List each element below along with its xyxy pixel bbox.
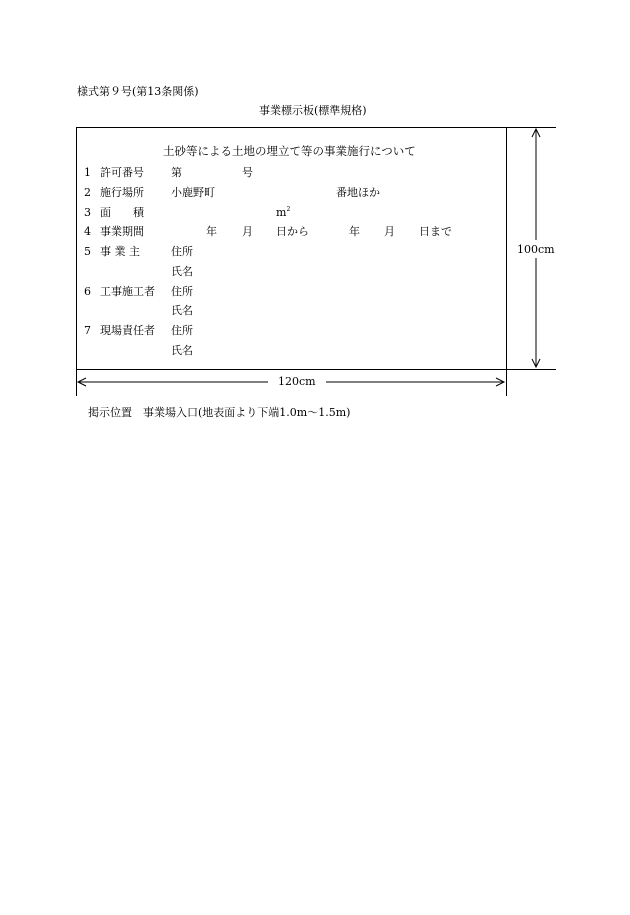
row-label-site-manager: 現場責任者 — [100, 324, 155, 337]
site-manager-address-label: 住所 — [171, 324, 193, 337]
row-label-period: 事業期間 — [100, 225, 144, 238]
form-number-label: 様式第９号(第13条関係) — [77, 85, 199, 98]
area-unit — [276, 207, 290, 218]
row-number: 7 — [84, 324, 91, 337]
end-year: 年 — [349, 225, 360, 238]
posting-position-note: 掲示位置 事業場入口(地表面より下端1.0m～1.5m) — [88, 406, 351, 419]
row-number: 1 — [84, 166, 91, 179]
row-number: 6 — [84, 285, 91, 298]
permit-number-prefix: 第 — [171, 166, 182, 179]
area-unit-exponent: 2 — [286, 206, 291, 213]
width-dimension-label: 120cm — [278, 375, 316, 388]
operator-name-label: 氏名 — [171, 265, 193, 278]
contractor-name-label: 氏名 — [171, 304, 193, 317]
start-month: 月 — [242, 225, 253, 238]
row-label-location: 施行場所 — [100, 186, 144, 199]
row-number: 4 — [84, 225, 91, 238]
row-label-operator: 事 業 主 — [100, 245, 140, 258]
start-year: 年 — [206, 225, 217, 238]
row-number: 3 — [84, 206, 91, 219]
permit-number-suffix: 号 — [242, 166, 253, 179]
row-number: 2 — [84, 186, 91, 199]
location-town: 小鹿野町 — [171, 186, 215, 199]
board-heading: 土砂等による土地の埋立て等の事業施行について — [163, 144, 416, 158]
area-unit-base: m — [276, 206, 287, 219]
operator-address-label: 住所 — [171, 245, 193, 258]
height-dimension-label: 100cm — [517, 243, 555, 256]
row-label-permit-number: 許可番号 — [100, 166, 144, 179]
row-label-area: 面 積 — [100, 206, 144, 219]
contractor-address-label: 住所 — [171, 285, 193, 298]
end-day: 日まで — [419, 225, 452, 238]
location-lot-suffix: 番地ほか — [336, 186, 380, 199]
row-label-contractor: 工事施工者 — [100, 285, 155, 298]
document-title: 事業標示板(標準規格) — [259, 104, 367, 117]
row-number: 5 — [84, 245, 91, 258]
site-manager-name-label: 氏名 — [171, 344, 193, 357]
end-month: 月 — [384, 225, 395, 238]
start-day: 日から — [276, 225, 309, 238]
